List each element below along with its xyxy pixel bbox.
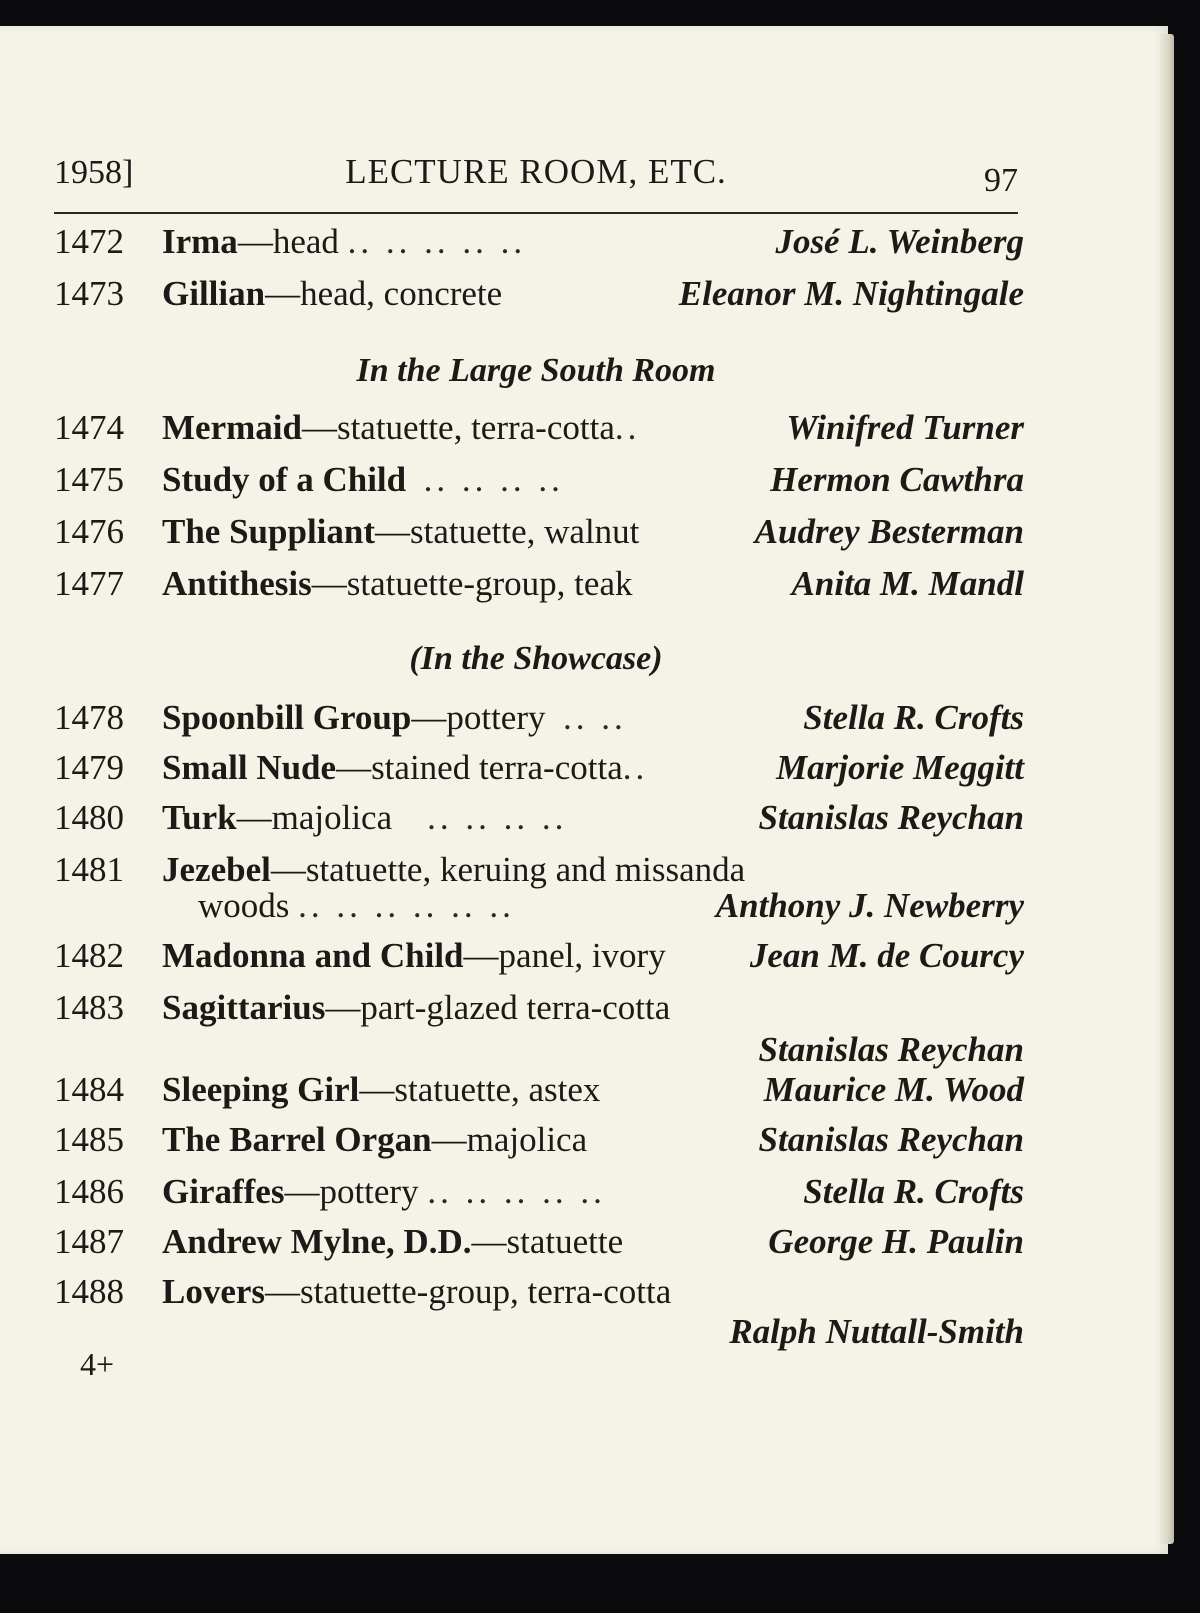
entry-number: 1486: [54, 1172, 124, 1211]
catalogue-entry: [54, 798, 1024, 844]
entry-number: 1476: [54, 512, 124, 551]
entry-artist: Eleanor M. Nightingale: [678, 274, 1024, 313]
entry-title: Madonna and Child—panel, ivory: [162, 936, 666, 975]
catalogue-entry: [54, 512, 1024, 558]
catalogue-entry: [54, 850, 1024, 934]
entry-number: 1488: [54, 1272, 124, 1311]
entry-title: Irma—head .. .. .. .. ..: [162, 222, 527, 261]
entry-number: 1481: [54, 850, 124, 889]
section-heading: In the Large South Room: [356, 352, 716, 389]
catalogue-entry: [54, 1172, 1024, 1218]
entry-artist: Stanislas Reychan: [758, 1120, 1024, 1159]
entry-title: Sleeping Girl—statuette, astex: [162, 1070, 601, 1109]
entry-title: Jezebel—statuette, keruing and missanda: [162, 850, 746, 889]
entry-title-continued: woods .. .. .. .. .. ..: [198, 886, 515, 925]
entry-artist: Stella R. Crofts: [803, 1172, 1024, 1211]
entry-artist: Stanislas Reychan: [758, 1030, 1024, 1069]
entry-number: 1479: [54, 748, 124, 787]
entry-number: 1474: [54, 408, 124, 447]
entry-title: Antithesis—statuette-group, teak: [162, 564, 633, 603]
signature-mark: 4+: [80, 1346, 115, 1382]
entry-number: 1473: [54, 274, 124, 313]
entry-title: Andrew Mylne, D.D.—statuette: [162, 1222, 624, 1261]
entry-artist: Winifred Turner: [786, 408, 1024, 447]
catalogue-entry: [54, 222, 1024, 268]
catalogue-entry: [54, 1070, 1024, 1116]
entry-title: Small Nude—stained terra-cotta..: [162, 748, 649, 787]
catalogue-entry: [54, 748, 1024, 794]
entry-artist: Anthony J. Newberry: [715, 886, 1024, 925]
catalogue-entry: [54, 1222, 1024, 1268]
catalogue-entry: [54, 408, 1024, 454]
entry-title: Study of a Child .. .. .. ..: [162, 460, 564, 499]
catalogue-entry: [54, 460, 1024, 506]
entry-title: Sagittarius—part-glazed terra-cotta: [162, 988, 671, 1027]
page-number: 97: [984, 162, 1018, 199]
entry-number: 1480: [54, 798, 124, 837]
entry-title: Mermaid—statuette, terra-cotta..: [162, 408, 641, 447]
entry-title: The Barrel Organ—majolica: [162, 1120, 588, 1159]
entry-title: Turk—majolica .. .. .. ..: [162, 798, 568, 837]
entry-artist: Jean M. de Courcy: [749, 936, 1024, 975]
entry-number: 1475: [54, 460, 124, 499]
entry-title: Giraffes—pottery .. .. .. .. ..: [162, 1172, 606, 1211]
page-edge: [1160, 34, 1174, 1544]
entry-artist: Maurice M. Wood: [763, 1070, 1024, 1109]
entry-artist: Ralph Nuttall-Smith: [729, 1312, 1024, 1351]
entry-artist: José L. Weinberg: [775, 222, 1024, 261]
entry-number: 1484: [54, 1070, 124, 1109]
entry-title: The Suppliant—statuette, walnut: [162, 512, 640, 551]
entry-number: 1485: [54, 1120, 124, 1159]
entry-number: 1478: [54, 698, 124, 737]
catalogue-entry: [54, 936, 1024, 982]
catalogue-entry: [54, 274, 1024, 320]
entry-number: 1477: [54, 564, 124, 603]
entry-artist: George H. Paulin: [768, 1222, 1024, 1261]
entry-number: 1483: [54, 988, 124, 1027]
entry-artist: Anita M. Mandl: [791, 564, 1024, 603]
entry-title: Gillian—head, concrete: [162, 274, 503, 313]
entry-number: 1487: [54, 1222, 124, 1261]
entry-number: 1482: [54, 936, 124, 975]
catalogue-entry: [54, 698, 1024, 744]
entry-artist: Hermon Cawthra: [770, 460, 1024, 499]
entry-artist: Marjorie Meggitt: [776, 748, 1024, 787]
entry-number: 1472: [54, 222, 124, 261]
catalogue-entry: [54, 564, 1024, 610]
entry-title: Spoonbill Group—pottery .. ..: [162, 698, 627, 737]
catalogue-entry: [54, 988, 1024, 1078]
entry-artist: Stanislas Reychan: [758, 798, 1024, 837]
entry-artist: Stella R. Crofts: [803, 698, 1024, 737]
running-header: [54, 150, 1018, 214]
catalogue-entry: [54, 1120, 1024, 1166]
entry-artist: Audrey Besterman: [754, 512, 1024, 551]
catalogue-entry: [54, 1272, 1024, 1358]
entry-title: Lovers—statuette-group, terra-cotta: [162, 1272, 672, 1311]
header-year: 1958]: [54, 154, 134, 191]
header-title: LECTURE ROOM, ETC.: [345, 152, 727, 191]
section-heading: (In the Showcase): [409, 640, 663, 677]
